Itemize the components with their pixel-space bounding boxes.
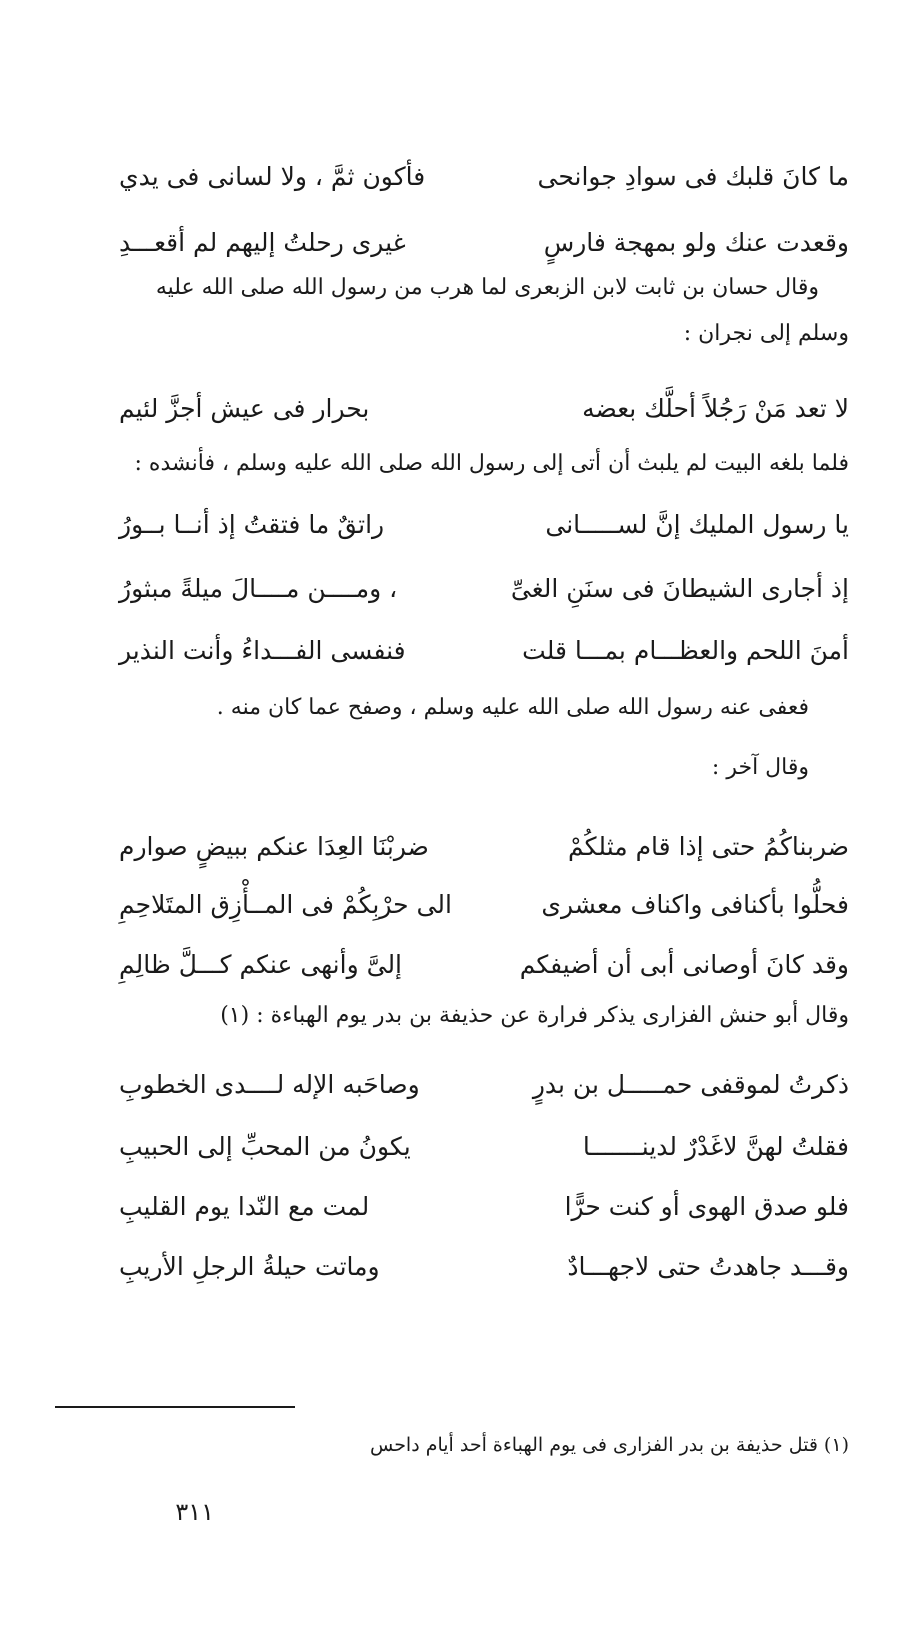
prose-paragraph: وقال حسان بن ثابت لابن الزبعرى لما هرب من رسول الله صلى الله عليه — [155, 275, 819, 300]
verse-line — [119, 1064, 849, 1104]
verse-second-hemistich: ضربْنَا العِدَا عنكم ببيضٍ صوارم — [119, 831, 429, 861]
prose-paragraph: وقال أبو حنش الفزارى يذكر فرارة عن حذيفة بن بدر يوم الهباءة : (١) — [220, 1003, 849, 1028]
prose-paragraph: فلما بلغه البيت لم يلبث أن أتى إلى رسول الله صلى الله عليه وسلم ، فأنشده : — [134, 451, 849, 476]
verse-second-hemistich: يكونُ من المحبِّ إلى الحبيبِ — [119, 1131, 411, 1161]
verse-first-hemistich: ضربناكُمُ حتى إذا قام مثلكُمْ — [567, 831, 849, 861]
verse-first-hemistich: يا رسول المليك إنَّ لســـــانى — [545, 509, 849, 539]
verse-line — [119, 1246, 849, 1286]
prose-paragraph-continuation: وسلم إلى نجران : — [683, 321, 849, 346]
verse-line — [119, 884, 849, 924]
verse-line — [119, 504, 849, 544]
verse-second-hemistich: بحرار فى عيش أجزَّ لئيم — [119, 393, 370, 423]
verse-first-hemistich: ما كانَ قلبك فى سوادِ جوانحى — [537, 161, 849, 191]
verse-second-hemistich: وماتت حيلةُ الرجلِ الأريبِ — [119, 1251, 380, 1281]
verse-second-hemistich: راتقٌ ما فتقتُ إذ أنــا بــورُ — [119, 509, 385, 539]
verse-line — [119, 944, 849, 984]
verse-second-hemistich: غيرى رحلتُ إليهم لم أقعـــدِ — [119, 227, 406, 257]
verse-first-hemistich: إذ أجارى الشيطانَ فى سنَنِ الغىِّ — [510, 573, 849, 603]
page-number: ٣١١ — [175, 1498, 214, 1526]
verse-line — [119, 826, 849, 866]
footnote: (١) قتل حذيفة بن بدر الفزارى فى يوم الهباءة أحد أيام داحس — [369, 1434, 849, 1456]
verse-line — [119, 568, 849, 608]
verse-first-hemistich: فلو صدق الهوى أو كنت حرًّا — [564, 1191, 849, 1221]
verse-first-hemistich: أمنَ اللحم والعظـــام بمـــا قلت — [522, 635, 849, 665]
verse-second-hemistich: وصاحَبه الإله لــــدى الخطوبِ — [119, 1069, 420, 1099]
verse-line — [119, 1186, 849, 1226]
verse-first-hemistich: وقعدت عنك ولو بمهجة فارسٍ — [543, 227, 849, 257]
verse-line — [119, 222, 849, 262]
verse-second-hemistich: فأكون ثمَّ ، ولا لسانى فى يدي — [119, 161, 426, 191]
verse-first-hemistich: ذكرتُ لموقفى حمـــــل بن بدرٍ — [532, 1069, 849, 1099]
verse-second-hemistich: الى حرْبِكُمْ فى المــأْزِق المتَلاحِمِ — [119, 889, 452, 919]
verse-line — [119, 156, 849, 196]
verse-first-hemistich: فحلُّوا بأكنافى واكناف معشرى — [541, 889, 849, 919]
verse-line — [119, 1126, 849, 1166]
verse-second-hemistich: ، ومــــن مــــالَ ميلةً مبثورُ — [119, 573, 398, 603]
footnote-divider — [55, 1406, 295, 1408]
verse-line — [119, 630, 849, 670]
prose-paragraph: وقال آخر : — [711, 755, 809, 780]
verse-line — [119, 388, 849, 428]
verse-first-hemistich: وقد كانَ أوصانى أبى أن أضيفكم — [519, 949, 849, 979]
verse-second-hemistich: لمت مع النّدا يوم القليبِ — [119, 1191, 370, 1221]
prose-paragraph: فعفى عنه رسول الله صلى الله عليه وسلم ، وصفح عما كان منه . — [216, 695, 809, 720]
verse-first-hemistich: وقـــد جاهدتُ حتى لاجهـــادٌ — [567, 1251, 849, 1281]
verse-first-hemistich: فقلتُ لهنَّ لاغَدْرٌ لدينـــــــا — [582, 1131, 849, 1161]
verse-second-hemistich: إلىَّ وأنهى عنكم كـــلَّ ظالِمِ — [119, 949, 403, 979]
verse-second-hemistich: فنفسى الفـــداءُ وأنت النذير — [119, 635, 406, 665]
verse-first-hemistich: لا تعد مَنْ رَجُلاً أحلَّك بعضه — [582, 393, 849, 423]
